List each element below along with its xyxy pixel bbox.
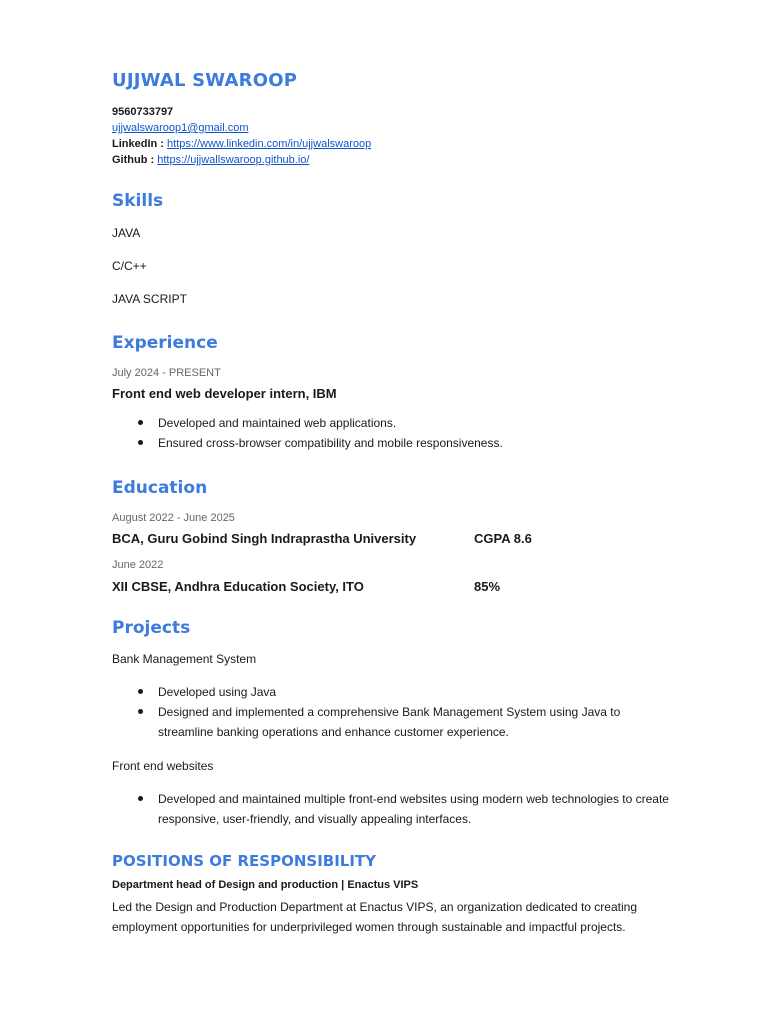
skill-item: JAVA [112,226,141,240]
list-item: Developed and maintained web applications. [112,413,672,433]
list-item: Designed and implemented a comprehensive Bank Management System using Java to streamline banking operations and enhance customer experience. [112,702,672,742]
project-bullets [112,789,672,829]
list-item: Developed using Java [112,682,672,702]
education-score: CGPA 8.6 [474,531,532,546]
experience-date: July 2024 - PRESENT [112,367,221,379]
project-title: Bank Management System [112,652,257,666]
list-item: Developed and maintained multiple front-end websites using modern web technologies to create responsive, user-friendly, and visually appealing interfaces. [112,789,672,829]
linkedin-label: LinkedIn : [112,138,164,150]
positions-heading: POSITIONS OF RESPONSIBILITY [112,852,377,870]
contact-block [112,104,371,168]
experience-role: Front end web developer intern, IBM [112,386,337,401]
position-description: Led the Design and Production Department at Enactus VIPS, an organization dedicated to creating employment opportunities for underprivileged women through sustainable and impactful projects. [112,900,637,934]
projects-heading: Projects [112,618,191,638]
education-score: 85% [474,579,501,594]
github-label: Github : [112,154,155,166]
skill-item: JAVA SCRIPT [112,292,187,306]
github-link[interactable]: https://ujjwallswaroop.github.io/ [157,154,310,166]
candidate-name: UJJWAL SWAROOP [112,70,298,91]
phone-number: 9560733797 [112,106,174,118]
linkedin-link[interactable]: https://www.linkedin.com/in/ujjwalswaroop [167,138,372,150]
education-title: BCA, Guru Gobind Singh Indraprastha University [112,531,417,546]
position-title: Department head of Design and production | Enactus VIPS [112,879,419,891]
education-heading: Education [112,478,208,498]
project-bullets [112,682,672,742]
email-link[interactable]: ujjwalswaroop1@gmail.com [112,122,249,134]
experience-bullets [112,413,672,453]
skills-heading: Skills [112,191,164,211]
experience-heading: Experience [112,333,218,353]
list-item: Ensured cross-browser compatibility and mobile responsiveness. [112,433,672,453]
education-date: June 2022 [112,559,164,571]
project-title: Front end websites [112,759,214,773]
education-date: August 2022 - June 2025 [112,512,235,524]
education-title: XII CBSE, Andhra Education Society, ITO [112,579,364,594]
skill-item: C/C++ [112,259,147,273]
